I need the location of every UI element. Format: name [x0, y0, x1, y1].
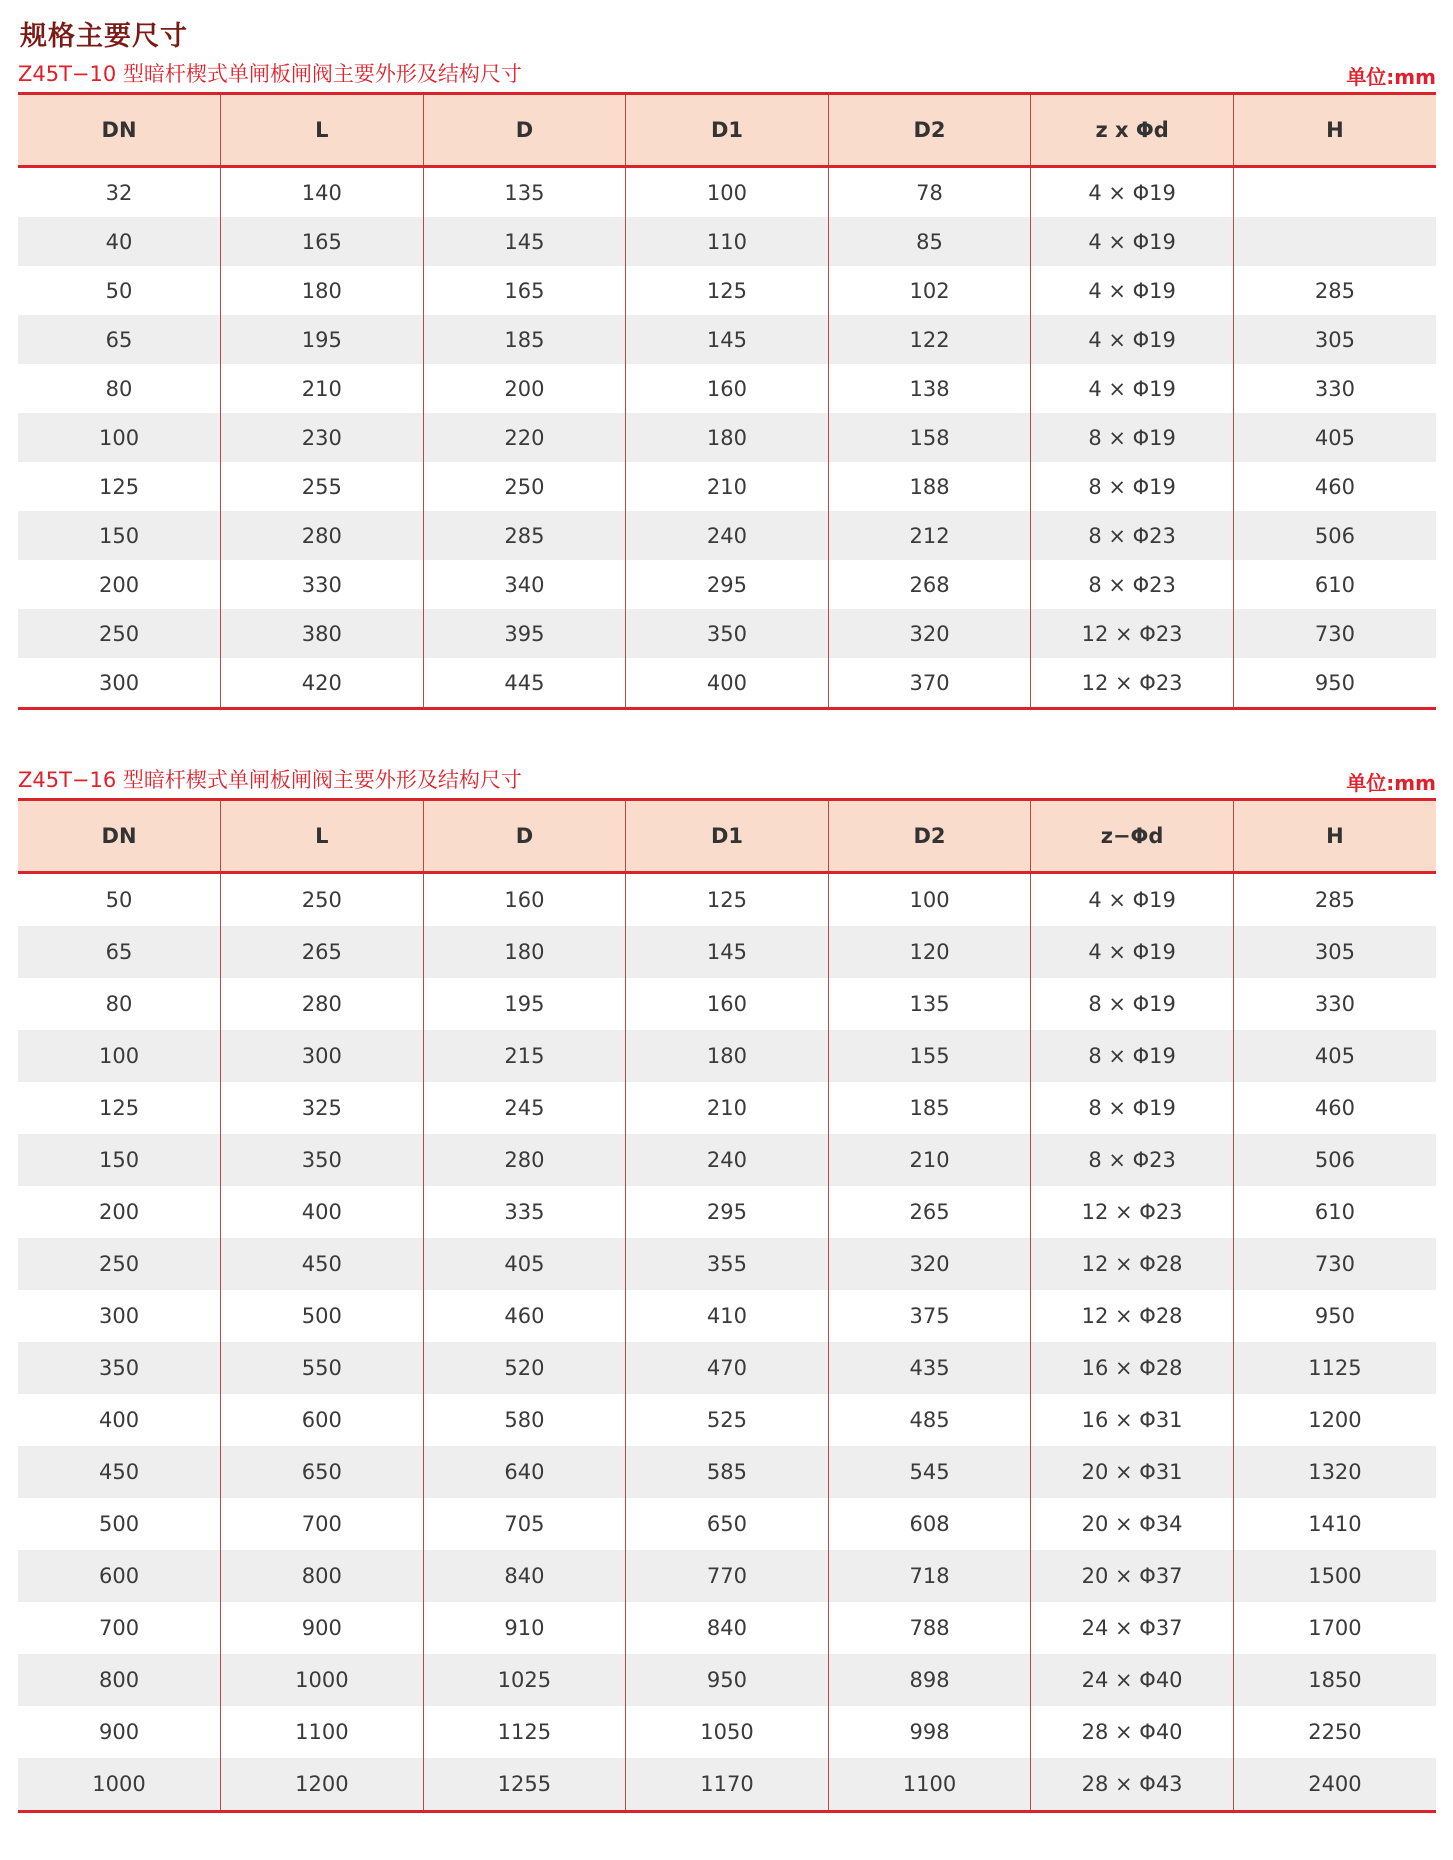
table-cell: 250	[18, 609, 221, 658]
table-cell: 185	[828, 1082, 1031, 1134]
table-cell: 350	[221, 1134, 424, 1186]
table-cell: 400	[221, 1186, 424, 1238]
table-cell: 4 × Φ19	[1031, 926, 1234, 978]
table-cell: 285	[1233, 873, 1436, 927]
table-cell: 16 × Φ31	[1031, 1394, 1234, 1446]
table-cell: 165	[221, 217, 424, 266]
table-cell: 545	[828, 1446, 1031, 1498]
table1-header-bar	[18, 58, 1436, 92]
table-cell: 220	[423, 413, 626, 462]
table-cell: 610	[1233, 560, 1436, 609]
table-cell: 400	[98, 1408, 140, 1432]
table-cell: 910	[423, 1602, 626, 1654]
column-header: D	[423, 800, 626, 873]
table-cell: 4 × Φ19	[1031, 217, 1234, 266]
table-cell: 400	[626, 658, 829, 709]
table-cell: 180	[626, 1030, 829, 1082]
table-cell: 580	[423, 1394, 626, 1446]
table-row	[18, 1706, 1436, 1758]
table-cell: 1320	[1233, 1446, 1436, 1498]
table-cell: 285	[1233, 266, 1436, 315]
table-cell: 250	[423, 462, 626, 511]
table-cell: 78	[828, 167, 1031, 218]
table-cell: 122	[828, 315, 1031, 364]
table-cell: 840	[423, 1550, 626, 1602]
table-cell: 4 × Φ19	[1031, 315, 1234, 364]
table-cell: 24 × Φ37	[1031, 1602, 1234, 1654]
table-cell: 1125	[1233, 1342, 1436, 1394]
table-cell: 12 × Φ28	[1031, 1290, 1234, 1342]
column-header: L	[221, 94, 424, 167]
table-cell: 210	[626, 1082, 829, 1134]
table-cell: 125	[626, 266, 829, 315]
column-header: D	[423, 94, 626, 167]
table-cell: 265	[221, 926, 424, 978]
table-cell: 32	[105, 180, 133, 205]
table-cell: 135	[423, 167, 626, 218]
table-cell: 250	[221, 873, 424, 927]
table-row	[18, 609, 1436, 658]
table-cell: 305	[1233, 315, 1436, 364]
table-cell: 950	[1233, 658, 1436, 709]
table-cell: 65	[18, 315, 221, 364]
column-header: DN	[18, 94, 221, 167]
table-cell: 500	[98, 1512, 140, 1536]
table-cell: 100	[828, 873, 1031, 927]
column-header: L	[221, 800, 424, 873]
table-cell: 200	[423, 364, 626, 413]
table1	[18, 92, 1436, 710]
table-cell: 240	[626, 1134, 829, 1186]
table-cell: 405	[1233, 413, 1436, 462]
table-cell: 158	[828, 413, 1031, 462]
table-cell: 998	[828, 1706, 1031, 1758]
table-cell: 135	[828, 978, 1031, 1030]
table-cell: 650	[626, 1498, 829, 1550]
table-cell: 8 × Φ23	[1031, 1134, 1234, 1186]
table-row	[18, 1550, 1436, 1602]
table-cell: 330	[1233, 978, 1436, 1030]
table2-header-bar	[18, 764, 1436, 798]
table-row	[18, 1082, 1436, 1134]
table-cell: 405	[423, 1238, 626, 1290]
table-row	[18, 658, 1436, 709]
table1-header-row	[18, 94, 1436, 167]
table-cell: 12 × Φ28	[1031, 1238, 1234, 1290]
table-cell: 295	[626, 560, 829, 609]
table-cell: 150	[18, 511, 221, 560]
table-cell: 320	[828, 1238, 1031, 1290]
table-cell: 80	[105, 376, 133, 401]
column-header: D1	[626, 800, 829, 873]
table-cell: 160	[626, 978, 829, 1030]
table-cell: 405	[1233, 1030, 1436, 1082]
table-cell: 1000	[221, 1654, 424, 1706]
table-cell: 50	[105, 888, 133, 912]
table-cell: 2250	[1233, 1706, 1436, 1758]
table-row	[18, 1498, 1436, 1550]
table-row	[18, 511, 1436, 560]
table-row	[18, 978, 1436, 1030]
table-cell: 506	[1233, 1134, 1436, 1186]
table-cell: 1500	[1233, 1550, 1436, 1602]
table-cell: 330	[221, 560, 424, 609]
table-cell: 200	[98, 1200, 140, 1224]
table-cell	[1233, 217, 1436, 266]
table-cell: 40	[18, 217, 221, 266]
table-cell: 210	[221, 364, 424, 413]
table-cell: 160	[626, 364, 829, 413]
table-cell: 265	[828, 1186, 1031, 1238]
table-row	[18, 926, 1436, 978]
table-cell: 110	[626, 217, 829, 266]
table-cell: 460	[1233, 1082, 1436, 1134]
table-cell: 520	[423, 1342, 626, 1394]
table-row	[18, 1758, 1436, 1812]
table-cell: 20 × Φ34	[1031, 1498, 1234, 1550]
table-cell: 355	[626, 1238, 829, 1290]
table-cell: 800	[18, 1654, 221, 1706]
table-row	[18, 1290, 1436, 1342]
table-cell: 28 × Φ40	[1031, 1706, 1234, 1758]
column-header: z x Φd	[1031, 94, 1234, 167]
table-cell: 730	[1233, 609, 1436, 658]
table1-unit: 单位:mm	[1346, 65, 1436, 89]
table-cell: 145	[626, 926, 829, 978]
table-cell: 608	[828, 1498, 1031, 1550]
table-cell: 230	[221, 413, 424, 462]
table-row	[18, 266, 1436, 315]
table-cell: 950	[1233, 1290, 1436, 1342]
table2-title: Z45T−16 型暗杆楔式单闸板闸阀主要外形及结构尺寸	[18, 768, 522, 792]
table-row	[18, 1238, 1436, 1290]
table-row	[18, 560, 1436, 609]
table-row	[18, 364, 1436, 413]
table-cell: 285	[423, 511, 626, 560]
table-cell: 1100	[828, 1758, 1031, 1812]
table-row	[18, 1394, 1436, 1446]
table-cell: 380	[221, 609, 424, 658]
table-cell: 410	[626, 1290, 829, 1342]
table-cell: 585	[626, 1446, 829, 1498]
table-cell: 100	[626, 167, 829, 218]
table-cell: 195	[221, 315, 424, 364]
table-cell: 100	[18, 413, 221, 462]
table-cell: 650	[221, 1446, 424, 1498]
table-cell: 450	[18, 1446, 221, 1498]
column-header: H	[1233, 800, 1436, 873]
table2-header-row	[18, 800, 1436, 873]
table-cell: 20 × Φ37	[1031, 1550, 1234, 1602]
table-cell: 8 × Φ19	[1031, 1082, 1234, 1134]
column-header: D2	[828, 800, 1031, 873]
table-cell: 600	[221, 1394, 424, 1446]
table-cell: 770	[626, 1550, 829, 1602]
table-cell: 705	[423, 1498, 626, 1550]
table2	[18, 798, 1436, 1813]
table-cell: 8 × Φ23	[1031, 560, 1234, 609]
table-cell: 1025	[423, 1654, 626, 1706]
table-cell: 145	[423, 217, 626, 266]
table-cell: 150	[18, 1134, 221, 1186]
table-cell: 788	[828, 1602, 1031, 1654]
table-cell: 550	[221, 1342, 424, 1394]
table-cell: 280	[221, 511, 424, 560]
table-cell: 12 × Φ23	[1031, 1186, 1234, 1238]
table-cell: 350	[18, 1342, 221, 1394]
table-cell: 900	[98, 1720, 140, 1744]
table-cell: 1200	[221, 1758, 424, 1812]
table-cell	[1233, 167, 1436, 218]
table-cell: 1170	[626, 1758, 829, 1812]
table-row	[18, 1654, 1436, 1706]
table-cell: 700	[98, 1616, 140, 1640]
table-cell: 420	[221, 658, 424, 709]
table-cell: 268	[828, 560, 1031, 609]
table-cell: 80	[105, 992, 133, 1016]
table-cell: 102	[828, 266, 1031, 315]
table-cell: 188	[828, 462, 1031, 511]
table-cell: 8 × Φ19	[1031, 462, 1234, 511]
table-cell: 180	[423, 926, 626, 978]
table2-section	[18, 764, 1436, 1813]
page-title: 规格主要尺寸	[20, 21, 188, 52]
table-cell: 125	[98, 474, 140, 499]
table-cell: 245	[423, 1082, 626, 1134]
table-row	[18, 167, 1436, 218]
table-cell: 370	[828, 658, 1031, 709]
table-cell: 100	[18, 1030, 221, 1082]
table-cell: 250	[18, 1238, 221, 1290]
table-row	[18, 1602, 1436, 1654]
table-cell: 280	[423, 1134, 626, 1186]
table-cell: 195	[423, 978, 626, 1030]
table-cell: 125	[98, 1096, 140, 1120]
table-cell: 1050	[626, 1706, 829, 1758]
table-cell: 8 × Φ19	[1031, 413, 1234, 462]
table-cell: 340	[423, 560, 626, 609]
table-cell: 525	[626, 1394, 829, 1446]
table-cell: 125	[626, 873, 829, 927]
table-cell: 450	[221, 1238, 424, 1290]
table-cell: 4 × Φ19	[1031, 266, 1234, 315]
table-cell: 700	[221, 1498, 424, 1550]
table-cell: 180	[626, 413, 829, 462]
table-cell: 898	[828, 1654, 1031, 1706]
table-cell: 210	[828, 1134, 1031, 1186]
table-cell: 640	[423, 1446, 626, 1498]
table-cell: 50	[105, 278, 133, 303]
table1-title: Z45T−10 型暗杆楔式单闸板闸阀主要外形及结构尺寸	[18, 62, 522, 86]
table-cell: 300	[98, 670, 140, 695]
table-cell: 330	[1233, 364, 1436, 413]
column-header: z−Φd	[1031, 800, 1234, 873]
table-cell: 506	[1233, 511, 1436, 560]
table-cell: 4 × Φ19	[1031, 364, 1234, 413]
table-cell: 375	[828, 1290, 1031, 1342]
table-cell: 255	[221, 462, 424, 511]
table-cell: 160	[423, 873, 626, 927]
table-cell: 12 × Φ23	[1031, 658, 1234, 709]
table-cell: 1700	[1233, 1602, 1436, 1654]
table-cell: 8 × Φ19	[1031, 978, 1234, 1030]
table-cell: 138	[828, 364, 1031, 413]
table-row	[18, 1446, 1436, 1498]
table-cell: 320	[828, 609, 1031, 658]
table-cell: 180	[221, 266, 424, 315]
table-cell: 460	[423, 1290, 626, 1342]
table-row	[18, 873, 1436, 927]
table-cell: 165	[423, 266, 626, 315]
table-cell: 300	[221, 1030, 424, 1082]
table-cell: 8 × Φ23	[1031, 511, 1234, 560]
table-cell: 718	[828, 1550, 1031, 1602]
table-cell: 305	[1233, 926, 1436, 978]
table-cell: 1125	[423, 1706, 626, 1758]
table-cell: 460	[1233, 462, 1436, 511]
table-cell: 1850	[1233, 1654, 1436, 1706]
table-cell: 20 × Φ31	[1031, 1446, 1234, 1498]
table-cell: 140	[221, 167, 424, 218]
table-cell: 900	[221, 1602, 424, 1654]
column-header: D1	[626, 94, 829, 167]
table-cell: 155	[828, 1030, 1031, 1082]
column-header: H	[1233, 94, 1436, 167]
table-cell: 145	[626, 315, 829, 364]
table-cell: 800	[221, 1550, 424, 1602]
table-cell: 1200	[1233, 1394, 1436, 1446]
table-cell: 85	[828, 217, 1031, 266]
table-cell: 12 × Φ23	[1031, 609, 1234, 658]
table-cell: 4 × Φ19	[1031, 873, 1234, 927]
table-cell: 325	[221, 1082, 424, 1134]
table2-unit: 单位:mm	[1346, 771, 1436, 795]
table-cell: 16 × Φ28	[1031, 1342, 1234, 1394]
table-row	[18, 1030, 1436, 1082]
table-cell: 840	[626, 1602, 829, 1654]
table-cell: 470	[626, 1342, 829, 1394]
table-cell: 500	[221, 1290, 424, 1342]
table-cell: 200	[98, 572, 140, 597]
table-cell: 435	[828, 1342, 1031, 1394]
table-cell: 730	[1233, 1238, 1436, 1290]
table-cell: 185	[423, 315, 626, 364]
table-row	[18, 462, 1436, 511]
table-row	[18, 1134, 1436, 1186]
table-cell: 350	[626, 609, 829, 658]
table-row	[18, 315, 1436, 364]
table-row	[18, 1342, 1436, 1394]
table-cell: 1410	[1233, 1498, 1436, 1550]
table-cell: 445	[423, 658, 626, 709]
table-cell: 335	[423, 1186, 626, 1238]
table-cell: 240	[626, 511, 829, 560]
table-cell: 24 × Φ40	[1031, 1654, 1234, 1706]
table-cell: 210	[626, 462, 829, 511]
table-row	[18, 413, 1436, 462]
table-cell: 2400	[1233, 1758, 1436, 1812]
table-cell: 215	[423, 1030, 626, 1082]
table-cell: 610	[1233, 1186, 1436, 1238]
table-cell: 65	[18, 926, 221, 978]
table-cell: 950	[626, 1654, 829, 1706]
table-cell: 300	[98, 1304, 140, 1328]
table-cell: 120	[828, 926, 1031, 978]
table-cell: 28 × Φ43	[1031, 1758, 1234, 1812]
table-cell: 485	[828, 1394, 1031, 1446]
table-cell: 8 × Φ19	[1031, 1030, 1234, 1082]
table-cell: 280	[221, 978, 424, 1030]
table1-section	[18, 58, 1436, 710]
table-cell: 600	[18, 1550, 221, 1602]
table-cell: 1100	[221, 1706, 424, 1758]
table-cell: 295	[626, 1186, 829, 1238]
table-cell: 1255	[423, 1758, 626, 1812]
table-cell: 212	[828, 511, 1031, 560]
table-row	[18, 1186, 1436, 1238]
table-cell: 395	[423, 609, 626, 658]
column-header: D2	[828, 94, 1031, 167]
table-row	[18, 217, 1436, 266]
table-cell: 4 × Φ19	[1031, 167, 1234, 218]
table-cell: 1000	[18, 1758, 221, 1812]
column-header: DN	[18, 800, 221, 873]
